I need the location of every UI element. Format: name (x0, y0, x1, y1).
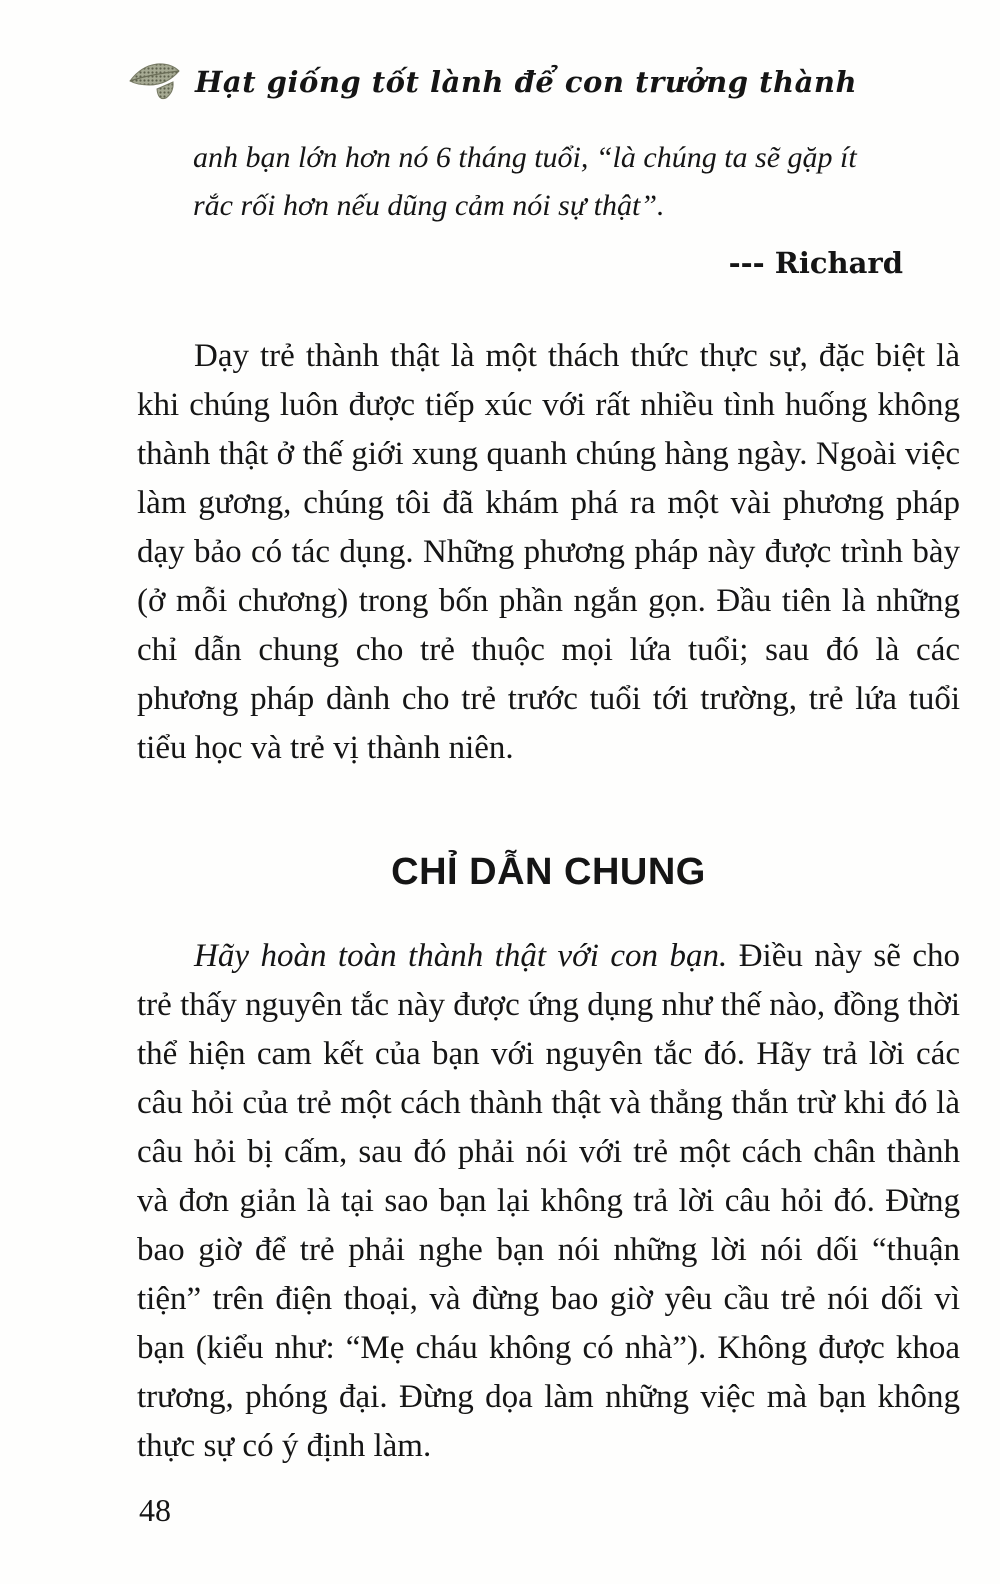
leaf-icon (127, 59, 183, 105)
paragraph-general-guidance (137, 932, 960, 1471)
quote-attribution: --- Richard (728, 246, 903, 280)
running-header (127, 58, 960, 106)
paragraph-rest: Điều này sẽ cho trẻ thấy nguyên tắc này được ứng dụng như thế nào, đồng thời thể hiện cam kết của bạn với nguyên tắc đó. Hãy trả lời các câu hỏi của trẻ một cách thành thật và thẳng thắn trừ khi đó là câu hỏi bị cấm, sau đó phải nói với trẻ một cách chân thành và đơn giản là tại sao bạn lại không trả lời câu hỏi đó. Đừng bao giờ để trẻ phải nghe bạn nói những lời nói dối “thuận tiện” trên điện thoại, và đừng bao giờ yêu cầu trẻ nói dối vì bạn (kiểu như: “Mẹ cháu không có nhà”). Không được khoa trương, phóng đại. Đừng dọa làm những việc mà bạn không thực sự có ý định làm. (137, 938, 961, 1464)
quote-text: anh bạn lớn hơn nó 6 tháng tuổi, “là chúng ta sẽ gặp ít rắc rối hơn nếu dũng cảm nói sự thật”. (193, 141, 857, 222)
page-number: 48 (139, 1492, 171, 1528)
paragraph-lead-italic: Hãy hoàn toàn thành thật với con bạn. (194, 938, 728, 974)
section-heading: CHỈ DẪN CHUNG (391, 851, 706, 893)
running-header-title: Hạt giống tốt lành để con trưởng thành (195, 65, 858, 99)
paragraph-intro: Dạy trẻ thành thật là một thách thức thực sự, đặc biệt là khi chúng luôn được tiếp xúc với rất nhiều tình huống không thành thật ở thế giới xung quanh chúng hàng ngày. Ngoài việc làm gương, chúng tôi đã khám phá ra một vài phương pháp dạy bảo có tác dụng. Những phương pháp này được trình bày (ở mỗi chương) trong bốn phần ngắn gọn. Đầu tiên là những chỉ dẫn chung cho trẻ thuộc mọi lứa tuổi; sau đó là các phương pháp dành cho trẻ trước tuổi tới trường, trẻ lứa tuổi tiểu học và trẻ vị thành niên. (137, 338, 960, 766)
